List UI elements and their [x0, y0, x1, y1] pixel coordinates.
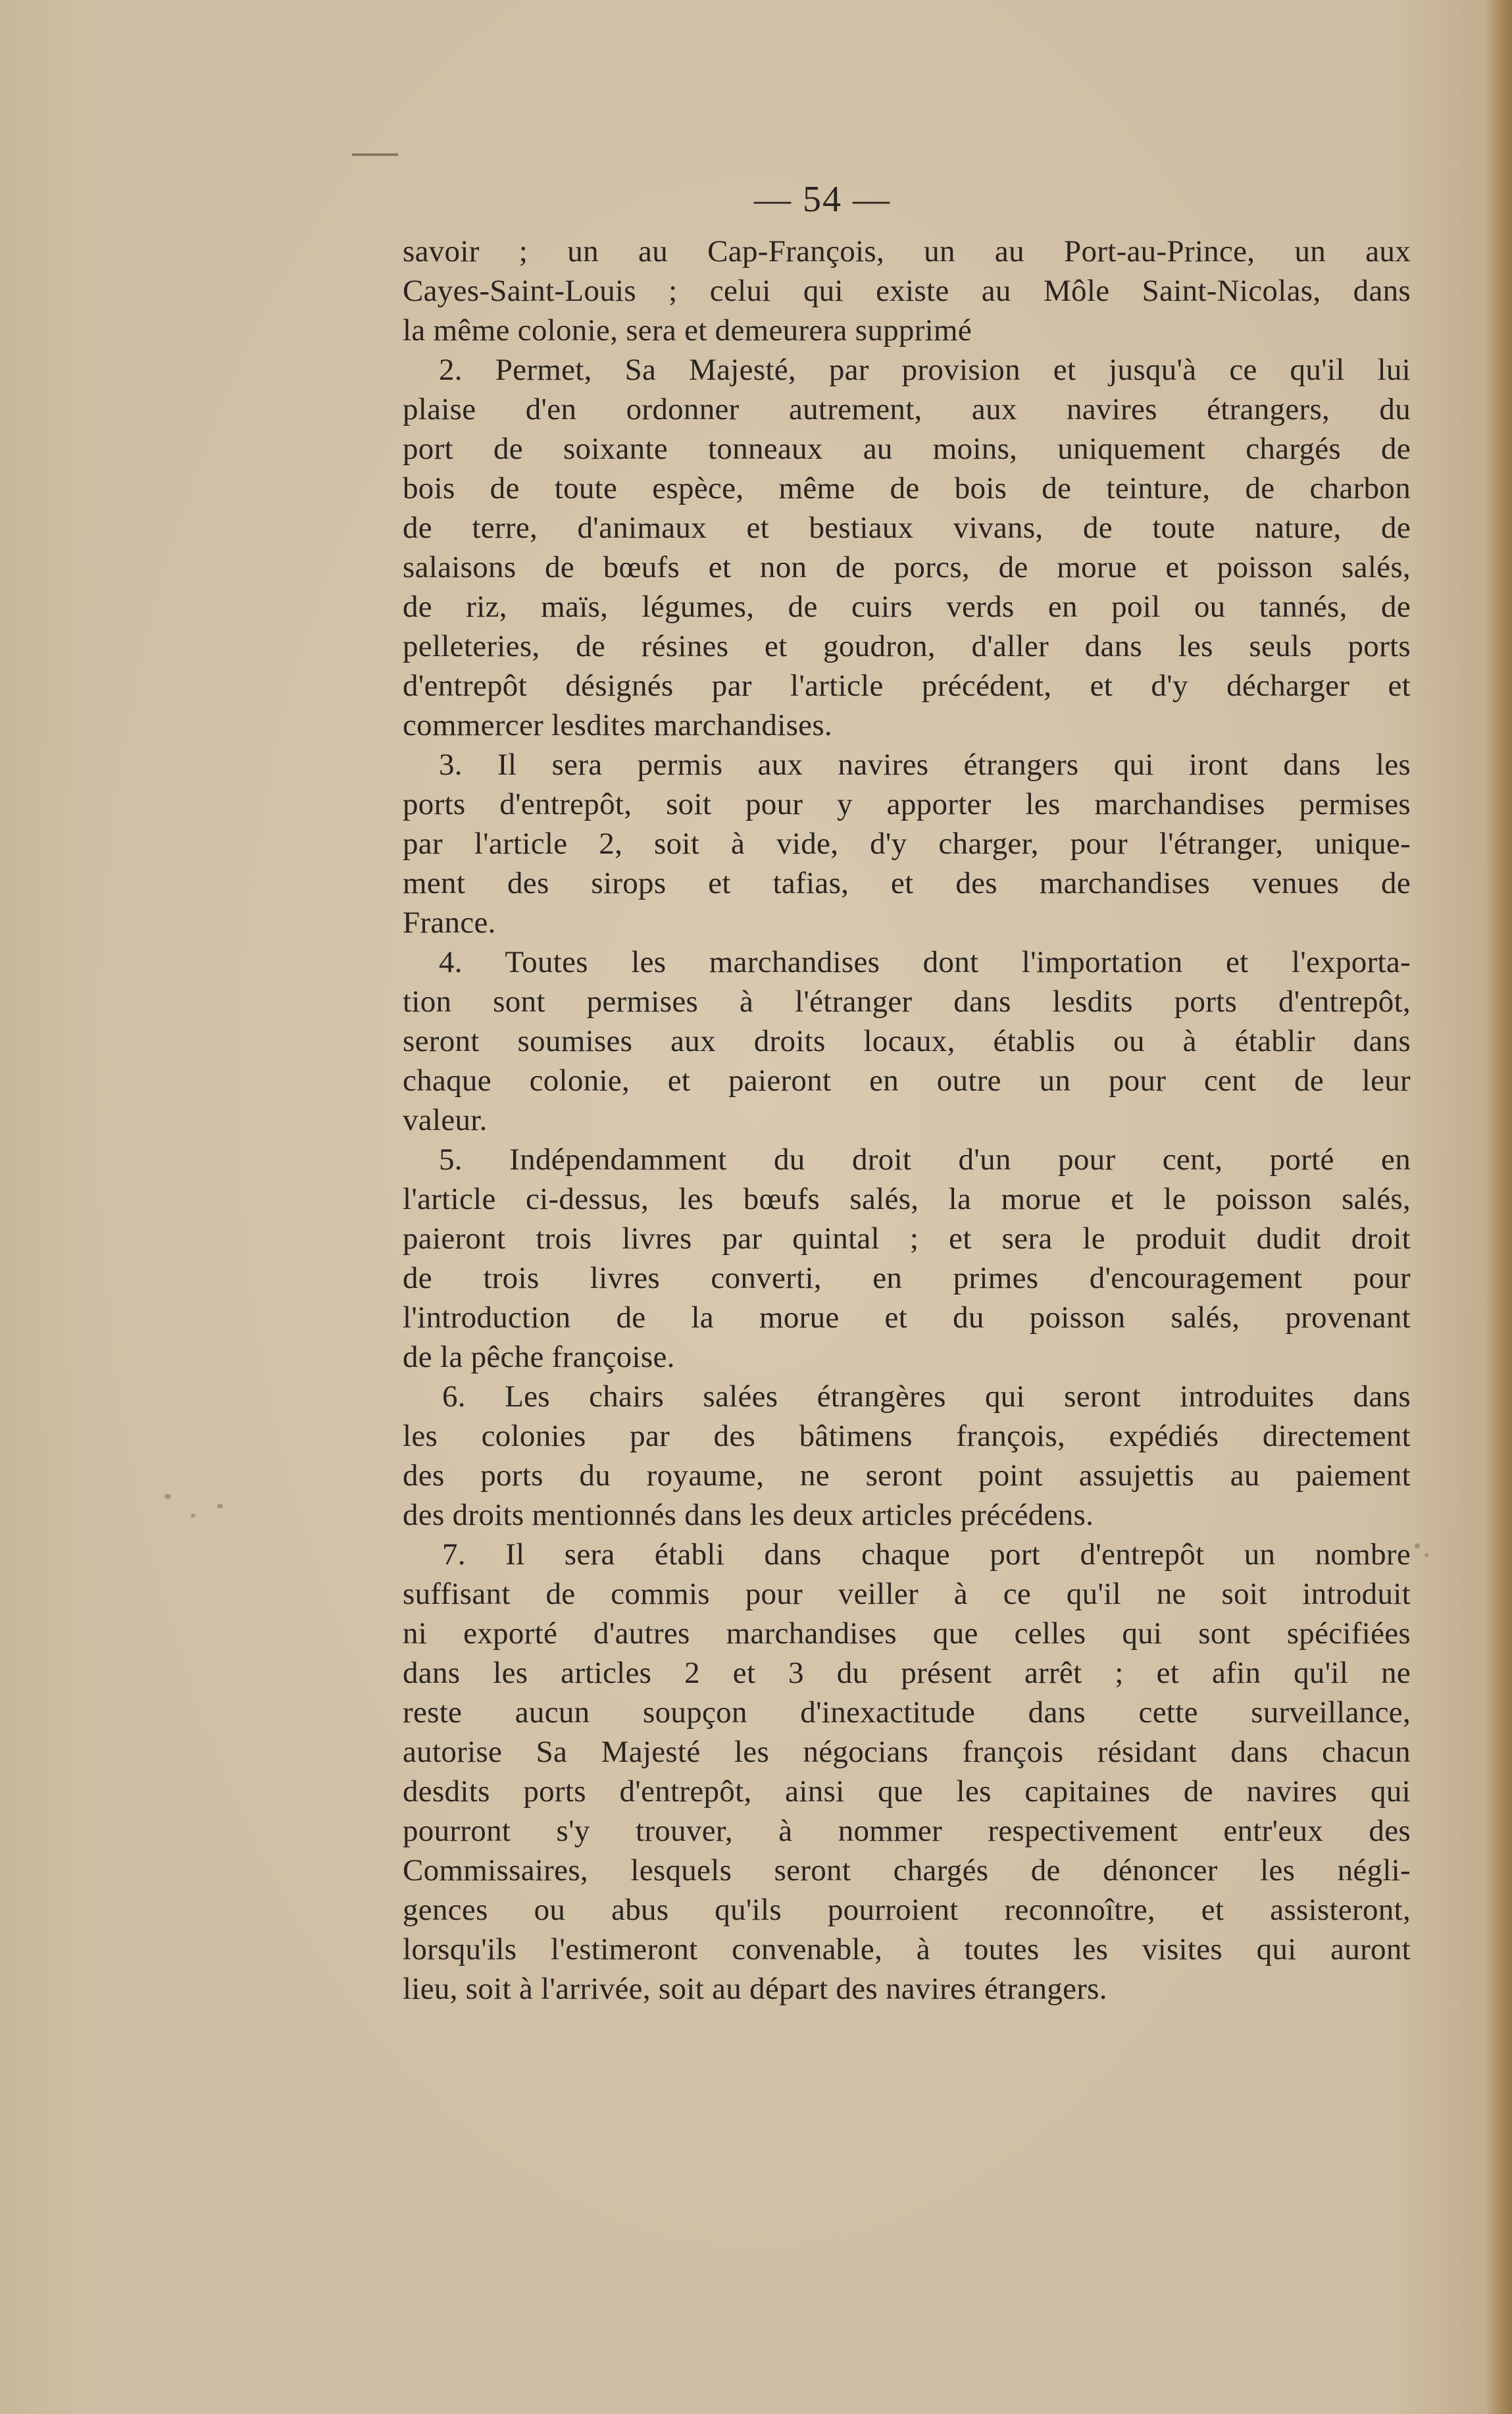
text-line: gences ou abus qu'ils pourroient reconnoître, et assisteront,: [403, 1893, 1411, 1927]
text-line: ment des sirops et tafias, et des marchandises venues de: [403, 866, 1411, 900]
text-line: 3. Il sera permis aux navires étrangers qui iront dans les: [439, 748, 1411, 782]
paper-speck: [164, 1494, 171, 1499]
page-number: — 54 —: [754, 179, 891, 220]
text-line: des ports du royaume, ne seront point assujettis au paiement: [403, 1458, 1411, 1493]
paper-speck: [1424, 1553, 1428, 1557]
text-line: les colonies par des bâtimens françois, expédiés directement: [403, 1419, 1411, 1453]
paper-speck: [191, 1514, 195, 1518]
text-line: 2. Permet, Sa Majesté, par provision et jusqu'à ce qu'il lui: [439, 353, 1411, 387]
paper-speck: [217, 1504, 223, 1508]
paper-speck: [1415, 1543, 1420, 1549]
text-line: plaise d'en ordonner autrement, aux navires étrangers, du: [403, 392, 1411, 426]
text-block: [403, 232, 1411, 2009]
text-line: de la pêche françoise.: [403, 1340, 675, 1374]
text-line: seront soumises aux droits locaux, établis ou à établir dans: [403, 1024, 1411, 1058]
text-line: de riz, maïs, légumes, de cuirs verds en poil ou tannés, de: [403, 590, 1411, 624]
text-line: de trois livres converti, en primes d'encouragement pour: [403, 1261, 1411, 1295]
text-line: pourront s'y trouver, à nommer respectivement entr'eux des: [403, 1814, 1411, 1848]
text-line: Commissaires, lesquels seront chargés de dénoncer les négli-: [403, 1853, 1411, 1888]
text-line: desdits ports d'entrepôt, ainsi que les capitaines de navires qui: [403, 1774, 1411, 1809]
text-line: tion sont permises à l'étranger dans lesdits ports d'entrepôt,: [403, 985, 1411, 1019]
text-line: l'article ci-dessus, les bœufs salés, la morue et le poisson salés,: [403, 1182, 1411, 1216]
text-line: lieu, soit à l'arrivée, soit au départ des navires étrangers.: [403, 1972, 1107, 2006]
text-line: pelleteries, de résines et goudron, d'aller dans les seuls ports: [403, 629, 1411, 663]
text-line: de terre, d'animaux et bestiaux vivans, de toute nature, de: [403, 511, 1411, 545]
text-line: valeur.: [403, 1103, 488, 1137]
text-line: bois de toute espèce, même de bois de teinture, de charbon: [403, 471, 1411, 505]
text-line: ports d'entrepôt, soit pour y apporter les marchandises permises: [403, 787, 1411, 821]
text-line: autorise Sa Majesté les négocians françois résidant dans chacun: [403, 1735, 1411, 1769]
text-line: lorsqu'ils l'estimeront convenable, à toutes les visites qui auront: [403, 1932, 1411, 1966]
text-line: par l'article 2, soit à vide, d'y charger, pour l'étranger, unique-: [403, 827, 1411, 861]
text-line: d'entrepôt désignés par l'article précédent, et d'y décharger et: [403, 669, 1411, 703]
text-line: la même colonie, sera et demeurera supprimé: [403, 313, 972, 347]
text-line: dans les articles 2 et 3 du présent arrêt ; et afin qu'il ne: [403, 1656, 1411, 1690]
text-line: 5. Indépendamment du droit d'un pour cent, porté en: [439, 1143, 1411, 1177]
text-line: 4. Toutes les marchandises dont l'importation et l'exporta-: [439, 945, 1411, 979]
text-line: l'introduction de la morue et du poisson salés, provenant: [403, 1300, 1411, 1335]
text-line: port de soixante tonneaux au moins, uniquement chargés de: [403, 432, 1411, 466]
text-line: ni exporté d'autres marchandises que celles qui sont spécifiées: [403, 1616, 1411, 1651]
text-line: salaisons de bœufs et non de porcs, de morue et poisson salés,: [403, 550, 1411, 584]
header-mark: [352, 153, 398, 156]
text-line: reste aucun soupçon d'inexactitude dans cette surveillance,: [403, 1695, 1411, 1730]
page-edge-shadow: [1486, 0, 1512, 2414]
text-line: 7. Il sera établi dans chaque port d'entrepôt un nombre: [442, 1537, 1411, 1572]
text-line: des droits mentionnés dans les deux articles précédens.: [403, 1498, 1094, 1532]
text-line: paieront trois livres par quintal ; et sera le produit dudit droit: [403, 1221, 1411, 1256]
text-line: 6. Les chairs salées étrangères qui seront introduites dans: [442, 1379, 1411, 1414]
text-line: commercer lesdites marchandises.: [403, 708, 832, 742]
text-line: chaque colonie, et paieront en outre un pour cent de leur: [403, 1064, 1411, 1098]
text-line: suffisant de commis pour veiller à ce qu'il ne soit introduit: [403, 1577, 1411, 1611]
text-line: savoir ; un au Cap-François, un au Port-au-Prince, un aux: [403, 234, 1411, 269]
text-line: France.: [403, 906, 496, 940]
text-line: Cayes-Saint-Louis ; celui qui existe au Môle Saint-Nicolas, dans: [403, 274, 1411, 308]
